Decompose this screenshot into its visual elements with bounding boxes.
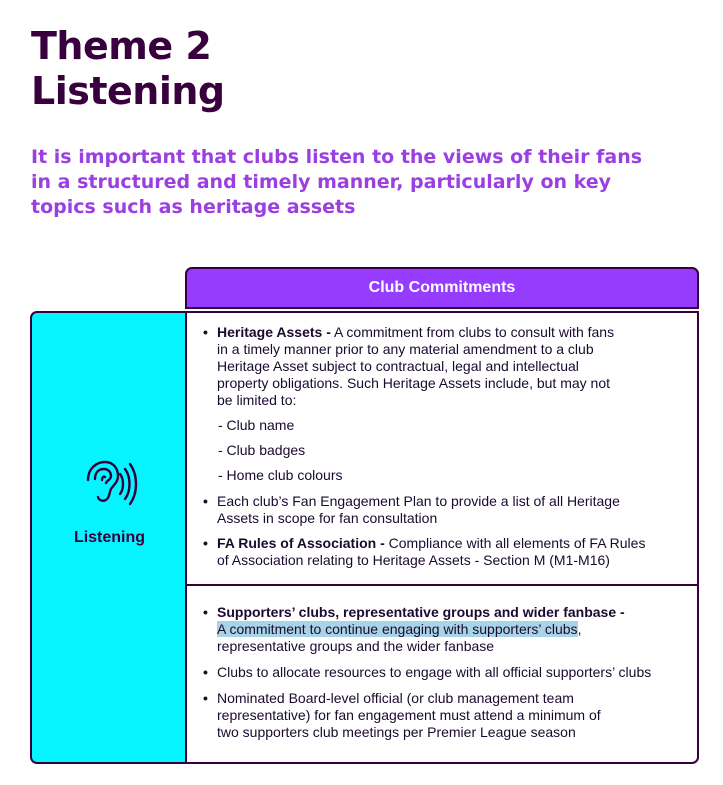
heritage-text-3: Heritage Asset subject to contractual, legal and intellectual [217, 358, 579, 374]
commitments-panel [185, 311, 699, 764]
heritage-text-1: A commitment from clubs to consult with fans [330, 324, 615, 340]
supporters-heading: • Supporters’ clubs, representative groups and wider fanbase - [217, 604, 625, 620]
fa-rules-text-2: of Association relating to Heritage Assets - Section M (M1-M16) [217, 552, 610, 568]
heritage-text-5: be limited to: [217, 392, 297, 408]
nominated-text-3: two supporters club meetings per Premier League season [217, 724, 576, 740]
plan-text-2: Assets in scope for fan consultation [217, 510, 438, 526]
list-item-nominated-official [201, 690, 687, 741]
ear-listening-icon [80, 456, 138, 514]
list-item-engagement-plan [201, 493, 687, 527]
supporters-section [201, 604, 687, 741]
list-item-heritage-assets [201, 324, 687, 409]
nominated-text-2: representative) for fan engagement must attend a minimum of [217, 707, 601, 723]
club-commitments-title: Club Commitments [368, 279, 516, 296]
nominated-text-1: • Nominated Board-level official (or club management team [217, 690, 574, 706]
theme-label-panel [30, 311, 187, 764]
page-title [31, 24, 225, 114]
intro-statement [31, 145, 671, 220]
supporters-text-comma: , [577, 621, 582, 637]
intro-line-3: topics such as heritage assets [31, 196, 356, 218]
intro-line-1: It is important that clubs listen to the views of their fans [31, 146, 643, 168]
sub-item-club-badges: - Club badges [218, 442, 306, 458]
fa-rules-text-1: Compliance with all elements of FA Rules [384, 535, 646, 551]
title-line-1: Theme 2 [31, 24, 212, 68]
resources-text: • Clubs to allocate resources to engage with all official supporters’ clubs [217, 664, 652, 680]
list-item-resources [201, 664, 687, 681]
intro-line-2: in a structured and timely manner, particularly on key [31, 171, 612, 193]
list-item-fa-rules [201, 535, 687, 569]
sub-item-club-name: - Club name [218, 417, 295, 433]
section-divider [187, 584, 697, 586]
highlighted-text[interactable]: A commitment to continue engaging with supporters’ clubs [217, 621, 578, 637]
plan-text-1: • Each club’s Fan Engagement Plan to provide a list of all Heritage [217, 493, 620, 509]
heritage-text-4: property obligations. Such Heritage Assets include, but may not [217, 375, 610, 391]
theme-label: Listening [73, 529, 146, 546]
supporters-text-3: representative groups and the wider fanbase [217, 638, 495, 654]
sub-item-home-colours: - Home club colours [218, 467, 343, 483]
club-commitments-header [185, 267, 699, 309]
heritage-section [201, 324, 687, 569]
list-item-supporters-clubs [201, 604, 687, 655]
heritage-heading: Heritage Assets - [217, 324, 331, 340]
fa-rules-heading: FA Rules of Association - [217, 535, 385, 551]
heritage-text-2: in a timely manner prior to any material amendment to a club [217, 341, 594, 357]
title-line-2: Listening [31, 69, 225, 113]
